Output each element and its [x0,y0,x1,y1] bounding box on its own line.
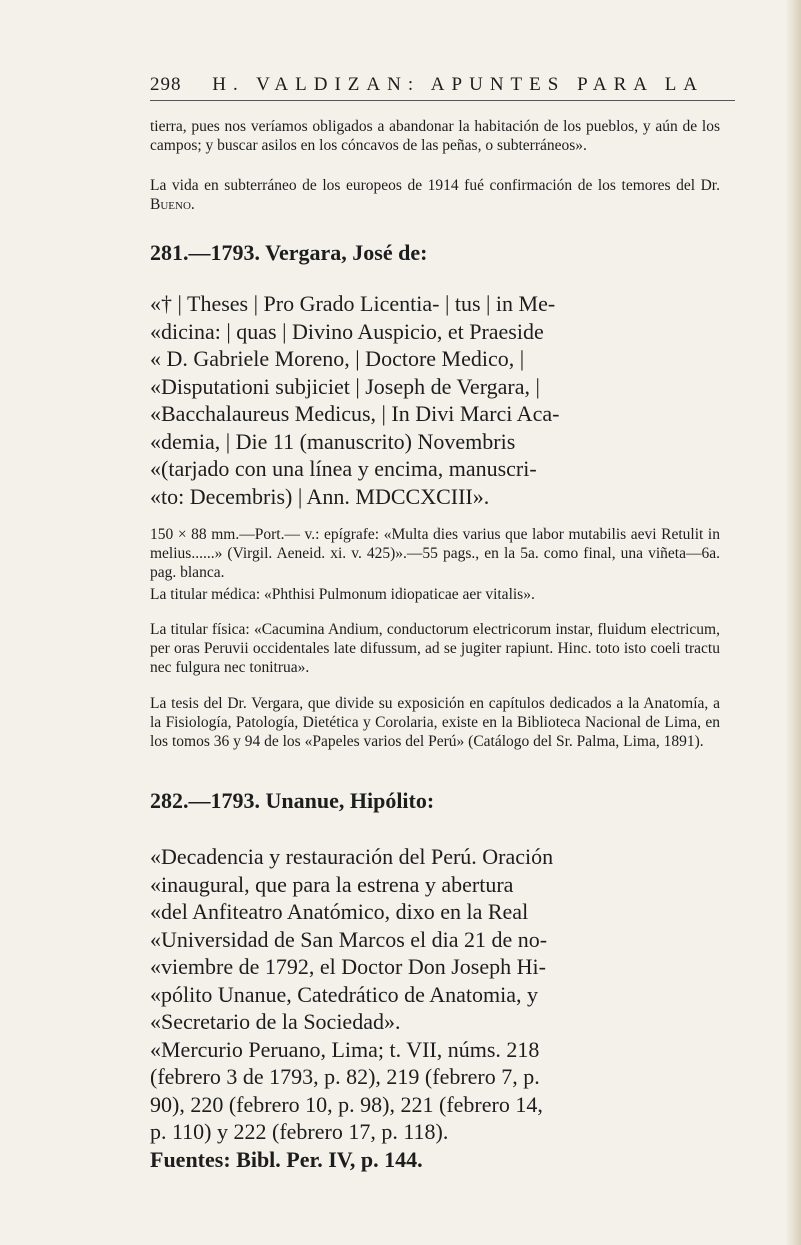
body-line: «del Anfiteatro Anatómico, dixo en la Real [150,899,529,924]
author-name-bueno: Bueno. [150,196,195,213]
body-line: «pólito Unanue, Catedrático de Anatomia, y [150,981,538,1007]
entry-282-heading: 282.—1793. Unanue, Hipólito: [150,788,435,813]
entry-281-medical-title: La titular médica: «Phthisi Pulmonum idiopaticae aer vitalis». [150,586,535,603]
body-line: «Secretario de la Sociedad». [150,1009,401,1034]
entry-281-physics-title: La titular física: «Cacumina Andium, conductorum electricorum instar, fluidum electricum, per oras Peruvii occidentales late difussum, ad se jugiter rapiunt. Hinc. toto isto coeli tractu nec fulgura nec tonitrua». [150,621,720,676]
body-line: 90), 220 (febrero 10, p. 98), 221 (febrero 14, [150,1091,543,1117]
intro-paragraph-2 [150,176,720,214]
intro-paragraph-2-text: La vida en subterráneo de los europeos de 1914 fué confirmación de los temores del Dr. [150,177,720,194]
body-line: «Mercurio Peruano, Lima; t. VII, núms. 218 [150,1036,540,1062]
body-line: p. 110) y 222 (febrero 17, p. 118). [150,1119,449,1144]
title-line: «† | Theses | Pro Grado Licentia- | tus | in Me- [150,291,556,316]
title-line: «Disputationi subjiciet | Joseph de Vergara, | [150,373,540,399]
page-number: 298 [150,74,182,95]
entry-281-heading: 281.—1793. Vergara, José de: [150,240,428,265]
title-line: «Bacchalaureus Medicus, | In Divi Marci Aca- [150,401,560,426]
title-line: «demia, | Die 11 (manuscrito) Novembris [150,428,516,454]
title-line: «(tarjado con una línea y encima, manuscri- [150,456,537,481]
header-rule [150,100,735,101]
running-title: H. VALDIZAN: APUNTES PARA LA [212,74,705,95]
entry-282-body [150,843,725,1173]
entry-281-physical-description: 150 × 88 mm.—Port.— v.: epígrafe: «Multa dies varius que labor mutabilis aevi Retulit in melius......» (Virgil. Aeneid. xi. v. 425)».—55 pags., en la 5a. como final, una viñeta—6a. pag. blanca. [150,526,720,581]
body-line: «Decadencia y restauración del Perú. Oración [150,844,554,869]
entry-281-thesis-note: La tesis del Dr. Vergara, que divide su exposición en capítulos dedicados a la Anatomía, a la Fisiología, Patología, Dietética y Corolaria, existe en la Biblioteca Nacional de Lima, en los tomos 36 y 94 de los «Papeles varios del Perú» (Catálogo del Sr. Palma, Lima, 1891). [150,695,720,750]
page-header [150,74,740,96]
title-line: « D. Gabriele Moreno, | Doctore Medico, | [150,346,525,371]
body-line: (febrero 3 de 1793, p. 82), 219 (febrero 7, p. [150,1064,540,1089]
title-line: «dicina: | quas | Divino Auspicio, et Praeside [150,318,544,344]
page-edge-shadow [785,0,801,1245]
sources-line: Fuentes: Bibl. Per. IV, p. 144. [150,1146,423,1172]
title-line: «to: Decembris) | Ann. MDCCXCIII». [150,483,490,509]
body-line: «inaugural, que para la estrena y abertura [150,871,514,897]
body-line: «viembre de 1792, el Doctor Don Joseph Hi- [150,954,546,979]
body-line: «Universidad de San Marcos el dia 21 de no- [150,926,548,952]
intro-paragraph-1: tierra, pues nos veríamos obligados a abandonar la habitación de los pueblos, y aún de los campos; y buscar asilos en los cóncavos de las peñas, o subterráneos». [150,118,720,154]
entry-281-title-block [150,290,725,510]
